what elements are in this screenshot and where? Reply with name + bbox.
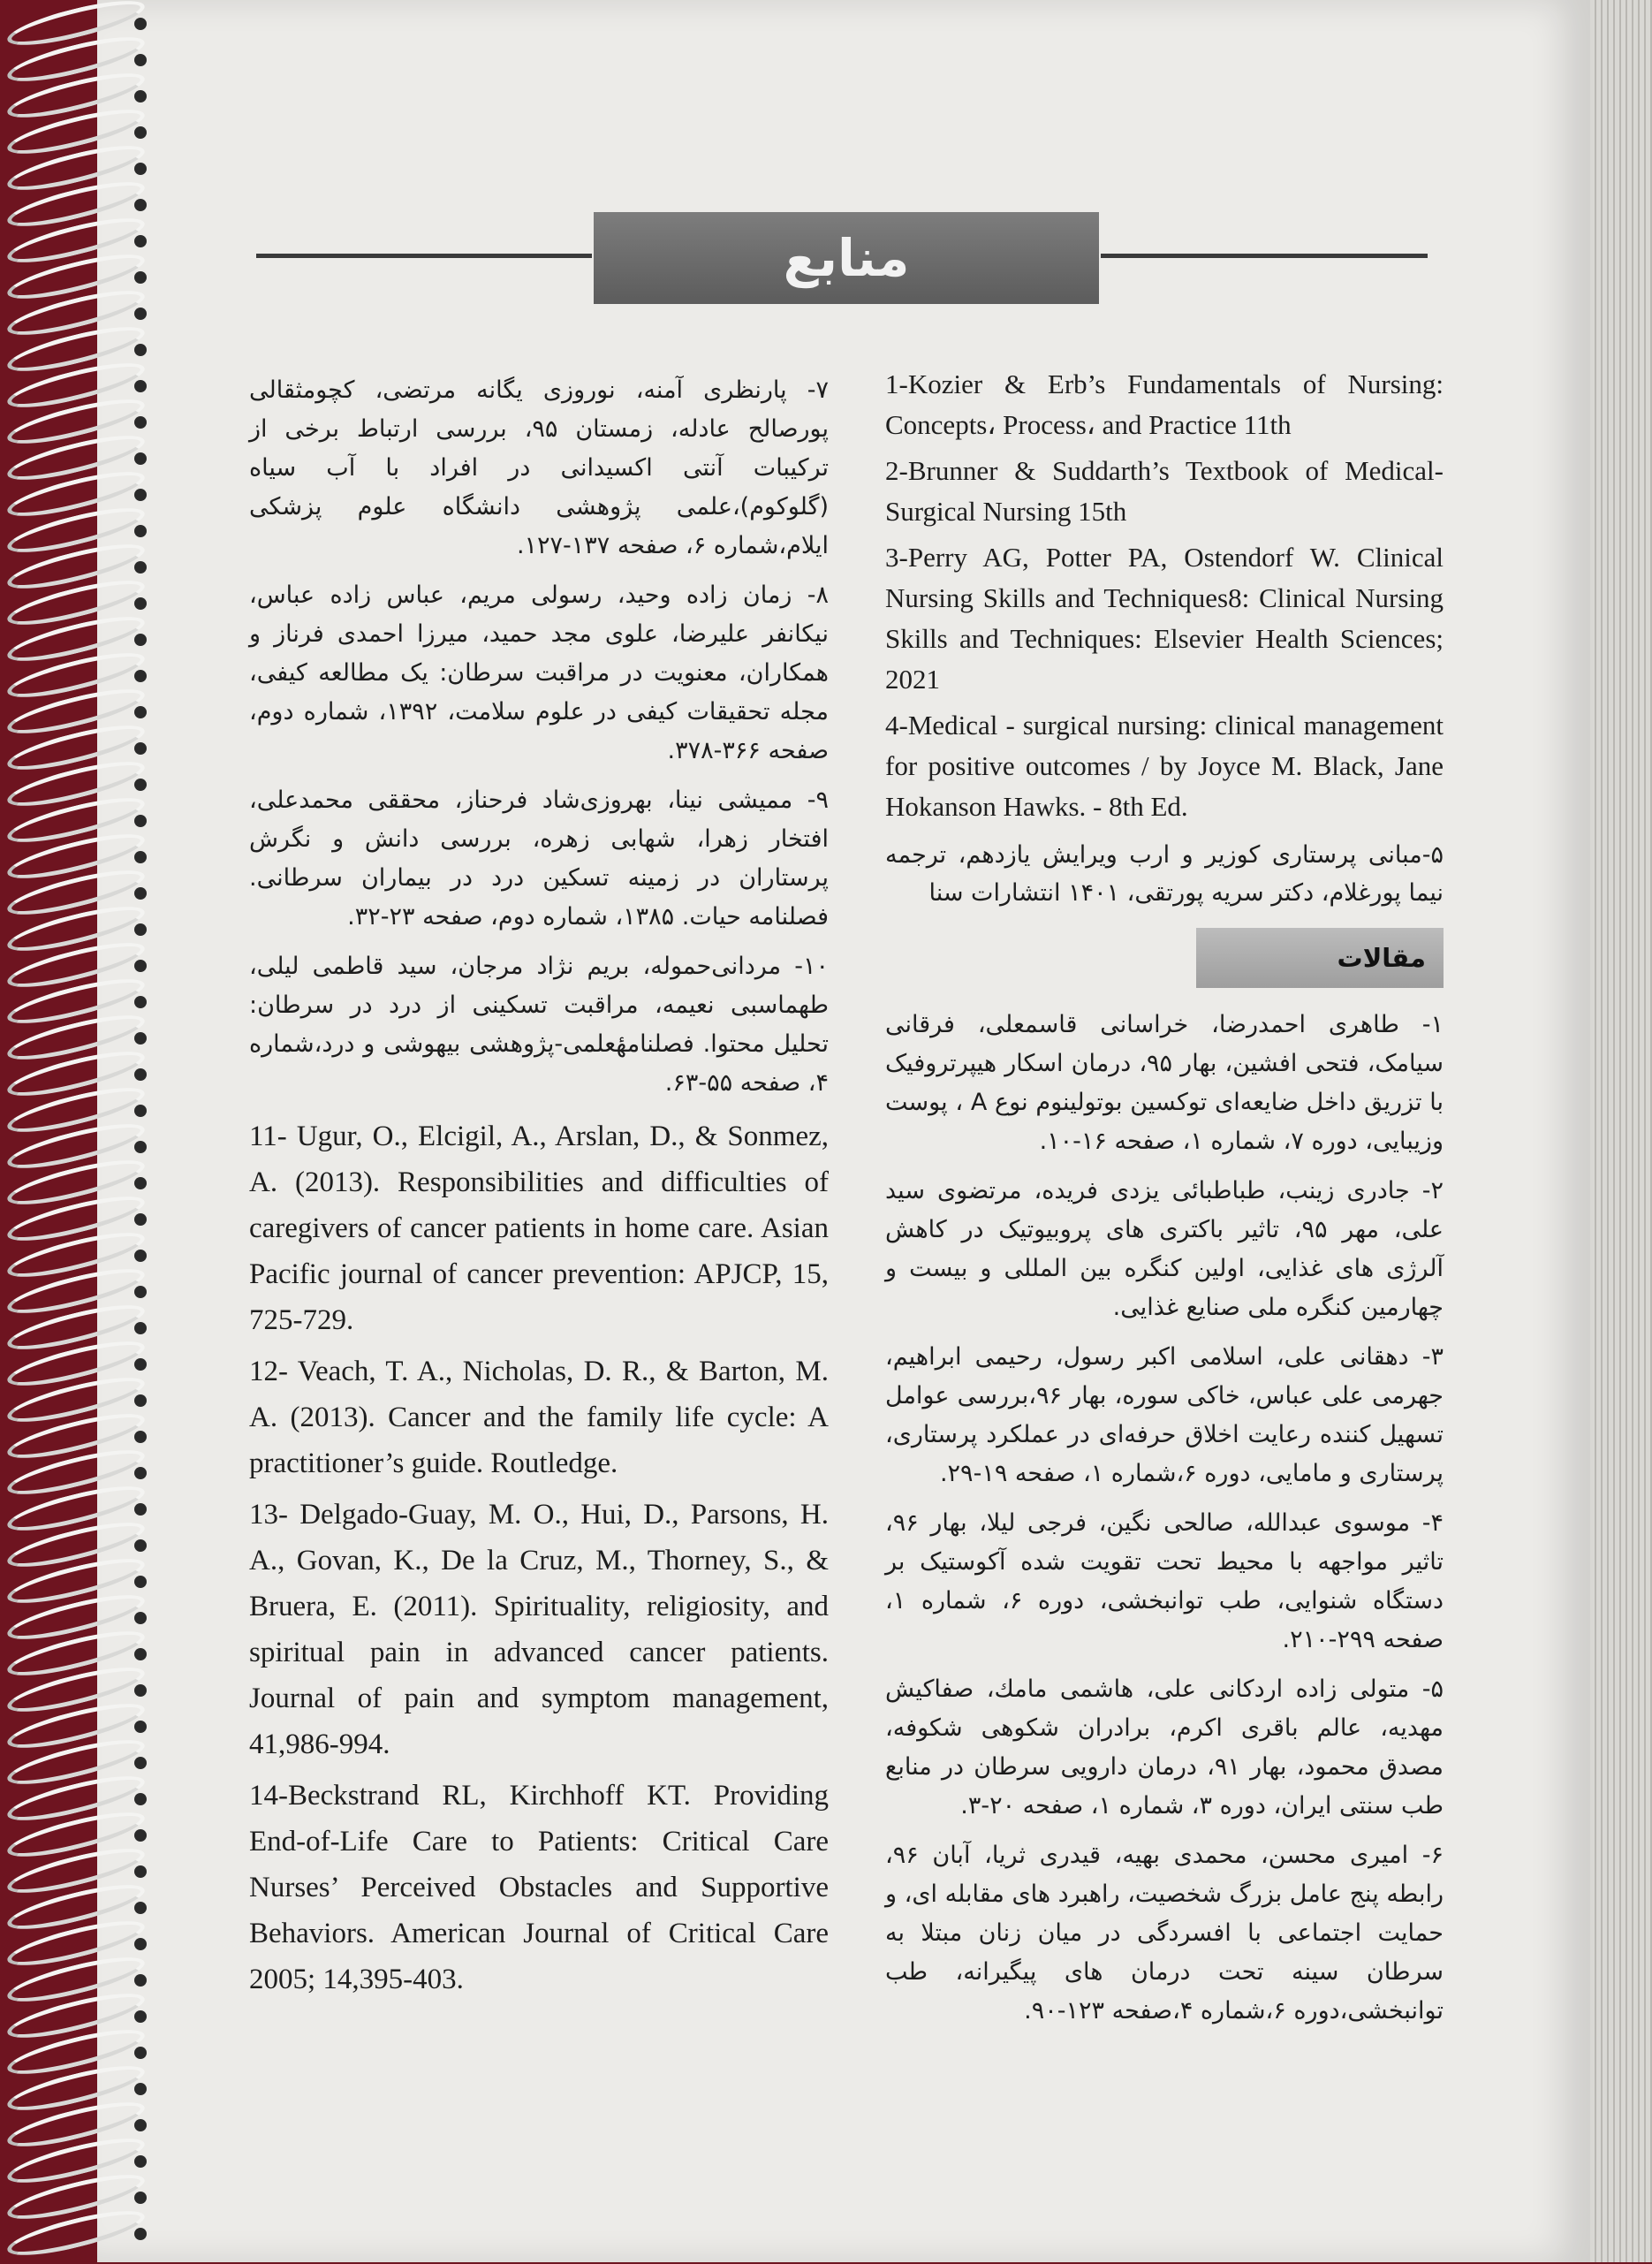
persian-book-ref: ۵-مبانی پرستاری کوزیر و ارب ویرایش یازدهم، ترجمه نیما پورغلام، دکتر سریه پورتقی، ۱۴۰۱ انتشارات سنا [885,841,1444,907]
punch-hole [134,54,147,66]
punch-hole [134,1213,147,1226]
punch-hole [134,235,147,247]
punch-hole [134,1177,147,1189]
punch-hole [134,1358,147,1371]
punch-hole [134,1721,147,1733]
punch-hole [134,887,147,900]
reference-item: 3-Perry AG, Potter PA, Ostendorf W. Clinical Nursing Skills and Techniques8: Clinical Nursing Skills and Techniques: Elsevier Health Sciences; 2021 [885,542,1444,695]
reference-item: ۷- پارنظری آمنه، نوروزی یگانه مرتضی، کچومثقالی پورصالح عادله، زمستان ۹۵، بررسی ارتباط برخی از ترکیبات آنتی اکسیدانی در افراد با آب سیاه (گلوکوم)،علمی پژوهشی دانشگاه علوم پزشکی ایلام،شماره ۶، صفحه ۱۳۷-۱۲۷. [249,376,829,559]
page-edges [1590,0,1652,2262]
punch-hole [134,2047,147,2059]
right-column [885,364,1444,2041]
punch-hole [134,1068,147,1081]
punch-hole [134,706,147,718]
punch-hole [134,1539,147,1552]
punch-hole [134,1141,147,1153]
punch-hole [134,199,147,211]
right-english-refs [885,364,1444,827]
punch-hole [134,1974,147,1987]
punch-hole [134,1938,147,1950]
punch-hole [134,489,147,501]
punch-hole [134,271,147,284]
reference-item: ۴- موسوی عبدالله، صالحی نگین، فرجی لیلا، بهار ۹۶، تاثیر مواجهه با محیط تحت تقویت شده آکوستیک بر دستگاه شنوایی، طب توانبخشی، دوره ۶، شماره ۱، صفحه ۲۹۹-۲۱۰. [885,1509,1444,1653]
punch-hole [134,126,147,139]
left-persian-refs [249,371,829,1103]
punch-hole [134,670,147,682]
punch-hole [134,1286,147,1298]
reference-item: ۲- جادری زینب، طباطبائی یزدی فریده، مرتضوی سید علی، مهر ۹۵، تاثیر باکتری های پروبیوتیک در کاهش آلرژی های غذایی، اولین کنگره بین المللی و بیست و چهارمین کنگره ملی صنایع غذایی. [885,1177,1444,1321]
reference-item: ۶- امیری محسن، محمدی بهیه، قیدری ثریا، آبان ۹۶، رابطه پنج عامل بزرگ شخصیت، راهبرد های مقابله ای، و حمایت اجتماعی با افسردگی در میان زنان مبتلا به سرطان سینه تحت درمان های پیگیرانه، طب توانبخشی،دوره ۶،شماره ۴،صفحه ۱۲۳-۹۰. [885,1842,1444,2025]
left-english-refs [249,1113,829,2002]
punch-hole [134,779,147,791]
reference-item: ۱۰- مردانی‌حموله، بریم نژاد مرجان، سید قاطمی لیلی، طهماسبی نعیمه، مراقبت تسکینی از درد در سرطان: تحلیل محتوا. فصلنامهٔعلمی-پژوهشی بیهوشی و درد،شماره ۴، صفحه ۵۵-۶۳. [249,953,829,1097]
punch-hole [134,1793,147,1805]
punch-hole [134,634,147,646]
reference-item: 12- Veach, T. A., Nicholas, D. R., & Barton, M. A. (2013). Cancer and the family life cycle: A practitioner’s guide. Routledge. [249,1356,829,1479]
punch-hole [134,1467,147,1479]
reference-item: 14-Beckstrand RL, Kirchhoff KT. Providing End-of-Life Care to Patients: Critical Care Nurses’ Perceived Obstacles and Supportive Behaviors. American Journal of Critical Care 2005; 14,395-403. [249,1780,829,1995]
title-rule-right [1101,254,1428,258]
punch-hole [134,1503,147,1516]
punch-hole [134,851,147,863]
reference-item: 13- Delgado-Guay, M. O., Hui, D., Parsons, H. A., Govan, K., De la Cruz, M., Thorney, S., & Bruera, E. (2011). Spirituality, religiosity, and spiritual pain in advanced cancer patients. Journal of pain and symptom management, 41,986-994. [249,1499,829,1760]
punch-hole [134,163,147,175]
punch-hole [134,416,147,429]
punch-hole [134,960,147,972]
reference-item: ۱- طاهری احمدرضا، خراسانی قاسمعلی، فرقانی سیامک، فتحی افشین، بهار ۹۵، درمان اسکار هیپرتروفیک با تزریق داخل ضایعه‌ای توکسین بوتولینوم نوع A ، پوست وزیبایی، دوره ۷، شماره ۱، صفحه ۱۶-۱۰. [885,1011,1444,1155]
punch-hole [134,2228,147,2240]
punch-hole [134,1032,147,1045]
reference-item: 11- Ugur, O., Elcigil, A., Arslan, D., & Sonmez, A. (2013). Responsibilities and difficulties of caregivers of cancer patients in home care. Asian Pacific journal of cancer prevention: APJCP, 15, 725-729. [249,1121,829,1336]
punch-hole [134,1612,147,1624]
punch-hole [134,344,147,356]
punch-hole [134,1431,147,1443]
reference-item: ۵- متولی زاده اردکانی علی، هاشمی مامك، صفاکیش مهدیه، عالم باقری اکرم، برادران شکوهی شکوفه، مصدق محمود، بهار ۹۱، درمان دارویی سرطان در منابع طب سنتی ایران، دوره ۳، شماره ۱، صفحه ۲۰-۳. [885,1675,1444,1820]
punch-hole [134,1684,147,1697]
punch-hole [134,561,147,574]
left-column [249,371,829,2008]
punch-hole [134,2119,147,2131]
punch-hole [134,742,147,755]
title-rule-left [256,254,592,258]
punch-hole [134,2083,147,2095]
punch-hole [134,1250,147,1262]
punch-hole [134,308,147,320]
punch-hole [134,1394,147,1407]
reference-item: 4-Medical - surgical nursing: clinical management for positive outcomes / by Joyce M. Black, Jane Hokanson Hawks. - 8th Ed. [885,710,1444,822]
punch-hole [134,1902,147,1914]
punch-hole [134,525,147,537]
punch-hole [134,1865,147,1878]
reference-item: ۸- زمان زاده وحید، رسولی مریم، عباس زاده عباس، نیکانفر علیرضا، علوی مجد حمید، میرزا احمدی فرناز و همکاران، معنویت در مراقبت سرطان: یک مطالعه کیفی، مجله تحقیقات کیفی در علوم سلامت، ۱۳۹۲، شماره دوم، صفحه ۳۶۶-۳۷۸. [249,581,829,764]
reference-item: 1-Kozier & Erb’s Fundamentals of Nursing: Concepts، Process، and Practice 11th [885,368,1444,440]
punch-hole [134,1829,147,1842]
punch-hole [134,1105,147,1117]
punch-hole [134,923,147,936]
punch-hole [134,90,147,103]
punch-hole [134,380,147,392]
punch-hole [134,452,147,465]
punch-hole [134,1322,147,1334]
spiral-binding [0,0,168,2262]
punch-hole [134,815,147,827]
punch-hole [134,996,147,1008]
punch-hole [134,597,147,610]
punch-hole [134,2192,147,2204]
article-refs [885,1006,1444,2031]
reference-item: ۳- دهقانی علی، اسلامی اکبر رسول، رحیمی ابراهیم، جهرمی علی عباس، خاکی سوره، بهار ۹۶،بررسی عوامل تسهیل کننده رعایت اخلاق حرفه‌ای در عملکرد پرستاری، پرستاری و مامایی، دوره ۶،شماره ۱، صفحه ۱۹-۲۹. [885,1343,1444,1487]
punch-hole [134,2010,147,2023]
punch-hole [134,18,147,30]
punch-hole [134,1648,147,1660]
section-heading-articles: مقالات [1196,928,1444,988]
page-title: منابع [594,212,1099,304]
reference-item: 2-Brunner & Suddarth’s Textbook of Medical-Surgical Nursing 15th [885,455,1444,527]
punch-hole [134,2155,147,2168]
reference-item: ۹- ممیشی نینا، بهروزی‌شاد فرحناز، محققی محمدعلی، افتخار زهرا، شهابی زهره، بررسی دانش و نگرش پرستاران در زمینه تسکین درد در بیماران سرطانی. فصلنامه حیات. ۱۳۸۵، شماره دوم، صفحه ۲۳-۳۲. [249,786,829,931]
punch-hole [134,1757,147,1769]
punch-hole [134,1576,147,1588]
